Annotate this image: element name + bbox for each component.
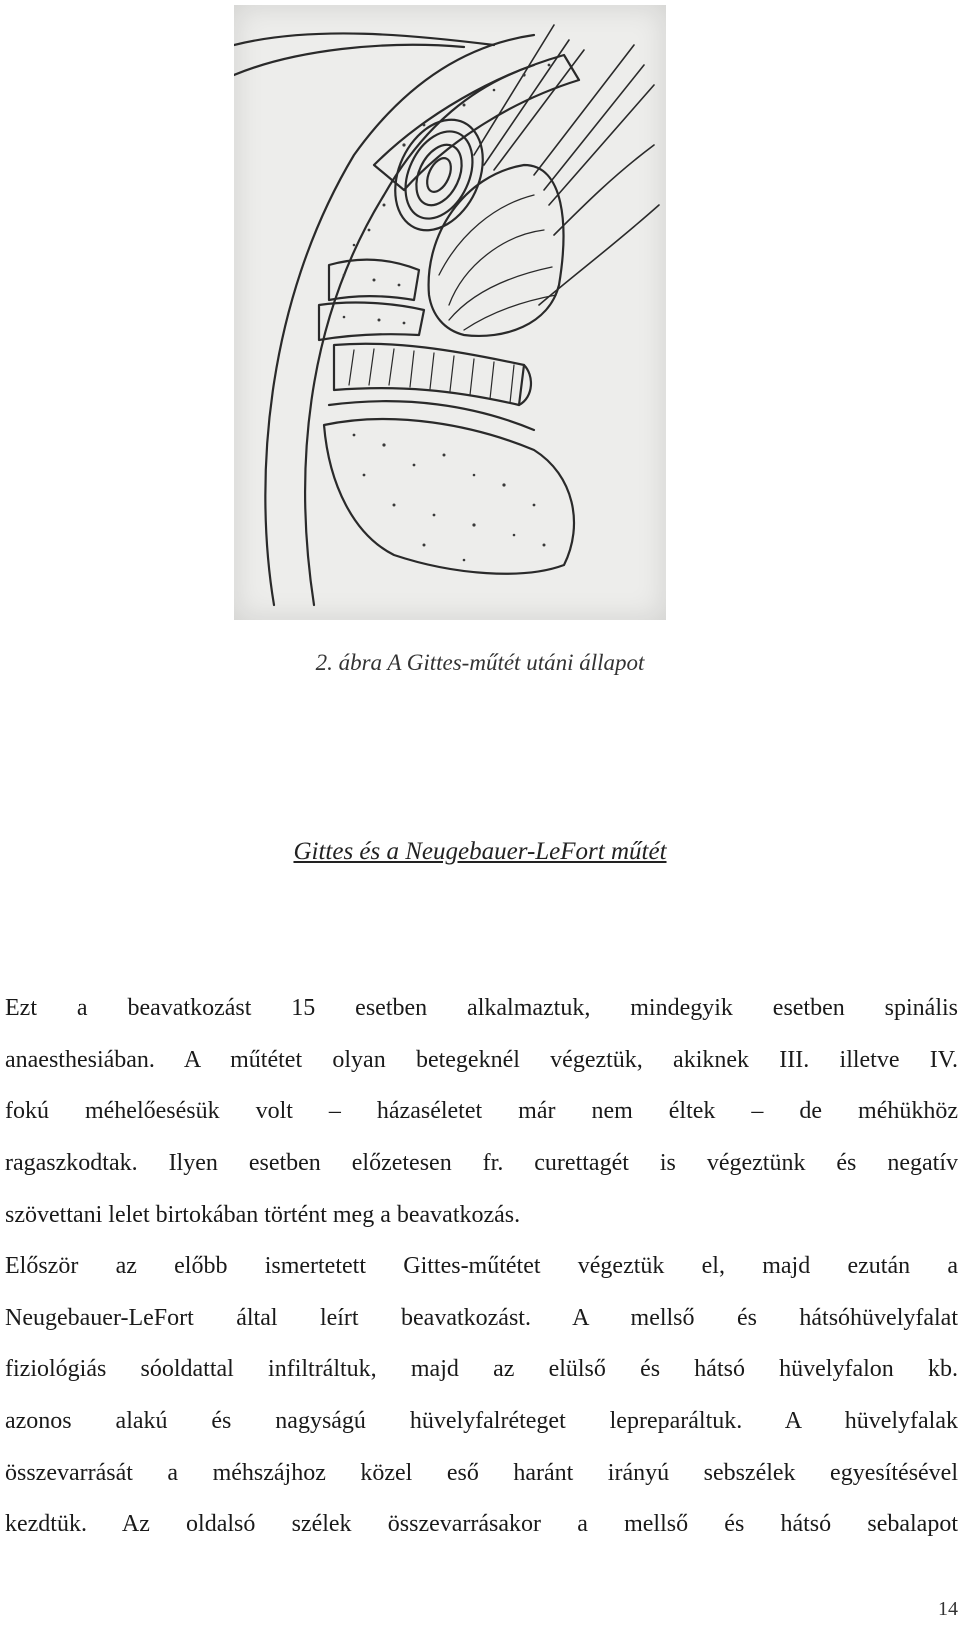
text-line: kezdtük. Az oldalsó szélek összevarrásakor a mellső és hátsó sebalapot [5,1511,958,1538]
anatomical-sketch [234,5,666,620]
text-line: fiziológiás sóoldattal infiltráltuk, majd az elülső és hátsó hüvelyfalon kb. [5,1356,958,1383]
text-line: összevarrását a méhszájhoz közel eső haránt irányú sebszélek egyesítésével [5,1459,958,1486]
text-line: anaesthesiában. A műtétet olyan betegeknél végeztük, akiknek III. illetve IV. [5,1046,958,1073]
text-line: fokú méhelőesésük volt – házaséletet már nem éltek – de méhükhöz [5,1098,958,1125]
paragraph-1 [5,983,958,1241]
figure-caption: 2. ábra A Gittes-műtét utáni állapot [315,650,645,675]
paragraph-2 [5,1241,958,1551]
text-line: Ezt a beavatkozást 15 esetben alkalmaztuk, mindegyik esetben spinális [5,995,958,1021]
page-number: 14 [938,1598,958,1620]
text-line: szövettani lelet birtokában történt meg a beavatkozás. [5,1201,521,1228]
text-line: Neugebauer-LeFort által leírt beavatkozást. A mellső és hátsóhüvelyfalat [5,1304,958,1331]
text-line: azonos alakú és nagyságú hüvelyfalréteget lepreparáltuk. A hüvelyfalak [5,1408,958,1435]
section-heading: Gittes és a Neugebauer-LeFort műtét [293,838,667,865]
text-line: ragaszkodtak. Ilyen esetben előzetesen fr. curettagét is végeztünk és negatív [5,1150,958,1177]
anatomical-figure [234,5,666,620]
text-line: Először az előbb ismertetett Gittes-műtétet végeztük el, majd ezután a [5,1253,958,1279]
